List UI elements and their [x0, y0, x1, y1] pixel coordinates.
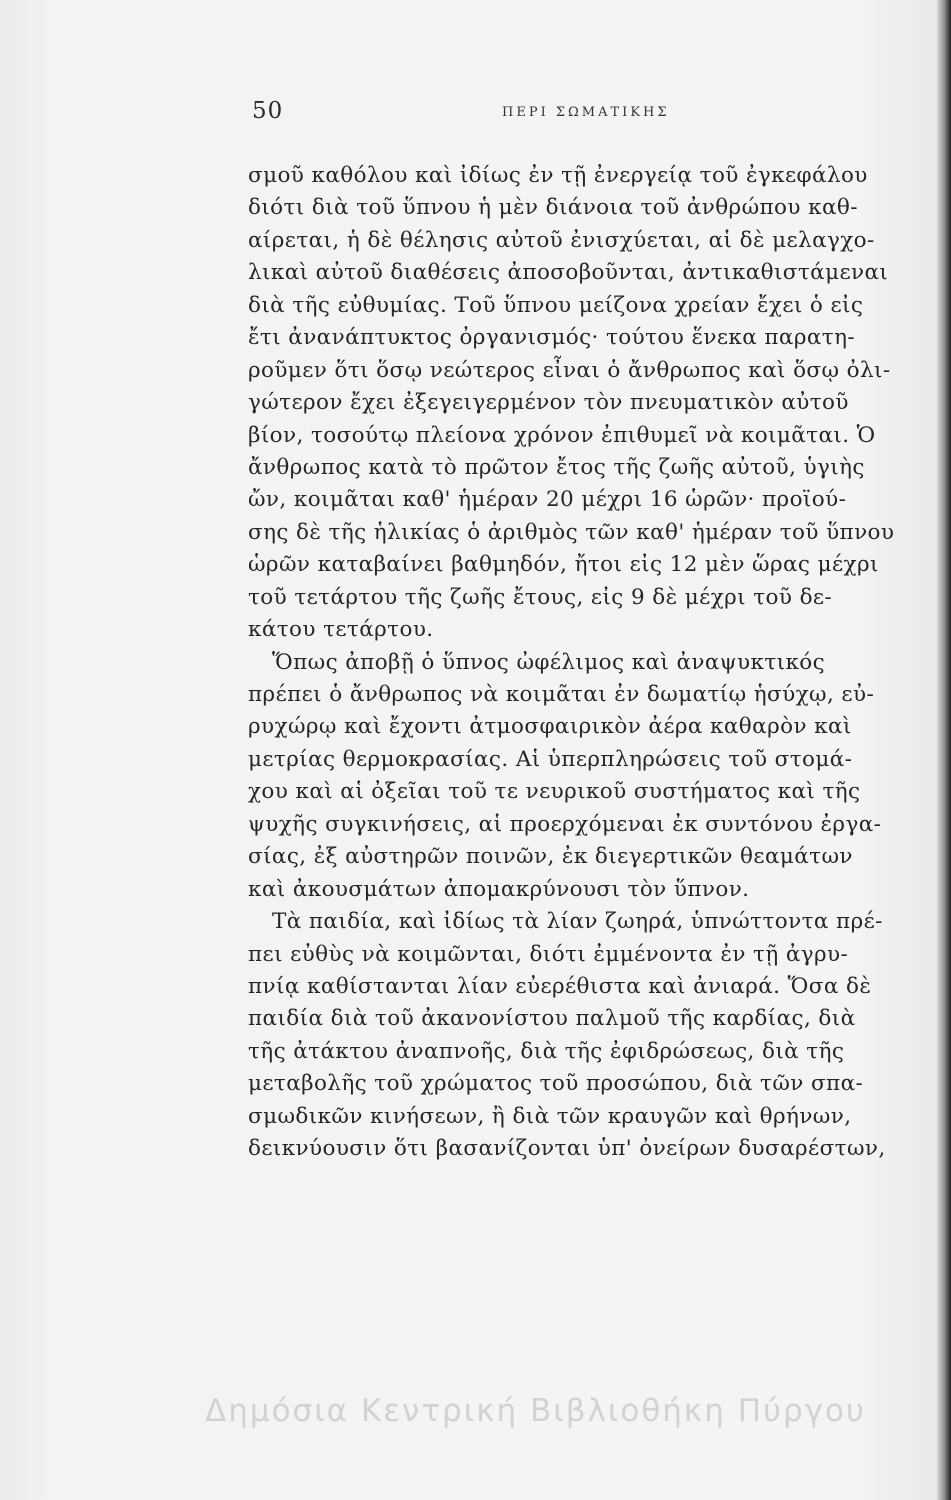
text-line: ρυχώρῳ καὶ ἔχοντι ἀτμοσφαιρικὸν ἀέρα καθαρὸν καὶ [248, 714, 852, 740]
text-line: διότι διὰ τοῦ ὕπνου ἡ μὲν διάνοια τοῦ ἀνθρώπου καθ- [248, 195, 858, 221]
text-line: μετρίας θερμοκρασίας. Αἱ ὑπερπληρώσεις τοῦ στομά- [248, 746, 853, 772]
text-line: παιδία διὰ τοῦ ἀκανονίστου παλμοῦ τῆς καρδίας, διὰ [248, 1006, 856, 1032]
text-line: σμοῦ καθόλου καὶ ἰδίως ἐν τῇ ἐνεργείᾳ τοῦ ἐγκεφάλου [248, 163, 868, 188]
text-line: ροῦμεν ὅτι ὅσῳ νεώτερος εἶναι ὁ ἄνθρωπος καὶ ὅσῳ ὀλι- [248, 357, 891, 383]
text-line: ψυχῆς συγκινήσεις, αἱ προερχόμεναι ἐκ συντόνου ἐργα- [248, 811, 882, 837]
text-line: Τὰ παιδία, καὶ ἰδίως τὰ λίαν ζωηρά, ὑπνώττοντα πρέ- [272, 909, 883, 935]
text-line: διὰ τῆς εὐθυμίας. Τοῦ ὕπνου μείζονα χρείαν ἔχει ὁ εἰς [248, 292, 864, 318]
text-line: σμωδικῶν κινήσεων, ἢ διὰ τῶν κραυγῶν καὶ θρήνων, [248, 1103, 852, 1129]
text-line: ὤν, κοιμᾶται καθ' ἡμέραν 20 μέχρι 16 ὡρῶν· προϊού- [248, 487, 847, 513]
page-edge-shadow [937, 0, 951, 1500]
text-line: σίας, ἐξ αὐστηρῶν ποινῶν, ἐκ διεγερτικῶν θεαμάτων [248, 844, 853, 870]
library-watermark: Δημόσια Κεντρική Βιβλιοθήκη Πύργου [205, 1393, 866, 1429]
text-line: κάτου τετάρτου. [248, 617, 434, 643]
text-line: χου καὶ αἱ ὀξεῖαι τοῦ τε νευρικοῦ συστήματος καὶ τῆς [248, 779, 861, 805]
text-line: γώτερον ἔχει ἐξεγειγερμένον τὸν πνευματικὸν αὐτοῦ [248, 390, 849, 416]
page-header [252, 98, 932, 128]
text-line: τοῦ τετάρτου τῆς ζωῆς ἔτους, εἰς 9 δὲ μέχρι τοῦ δε- [248, 584, 833, 610]
text-line: αίρεται, ἡ δὲ θέλησις αὐτοῦ ἐνισχύεται, αἱ δὲ μελαγχο- [248, 227, 875, 253]
text-line: καὶ ἀκουσμάτων ἀπομακρύνουσι τὸν ὕπνον. [248, 876, 750, 902]
text-line: δεικνύουσιν ὅτι βασανίζονται ὑπ' ὀνείρων δυσαρέστων, [248, 1136, 886, 1162]
running-head: ΠΕΡΙ ΣΩΜΑΤΙΚΗΣ [502, 105, 670, 120]
text-line: σης δὲ τῆς ἡλικίας ὁ ἀριθμὸς τῶν καθ' ἡμέραν τοῦ ὕπνου [248, 519, 895, 545]
text-line: ὡρῶν καταβαίνει βαθμηδόν, ἤτοι εἰς 12 μὲν ὥρας μέχρι [248, 552, 879, 578]
body-text [248, 160, 938, 1350]
text-line: τῆς ἀτάκτου ἀναπνοῆς, διὰ τῆς ἐφιδρώσεως, διὰ τῆς [248, 1038, 845, 1064]
text-line: πνίᾳ καθίστανται λίαν εὐερέθιστα καὶ ἀνιαρά. Ὅσα δὲ [248, 973, 872, 999]
text-line: πρέπει ὁ ἄνθρωπος νὰ κοιμᾶται ἐν δωματίῳ ἡσύχῳ, εὐ- [248, 682, 875, 707]
text-line: ἄνθρωπος κατὰ τὸ πρῶτον ἔτος τῆς ζωῆς αὐτοῦ, ὑγιὴς [248, 454, 865, 480]
page-number: 50 [252, 98, 284, 124]
text-line: λικαὶ αὐτοῦ διαθέσεις ἀποσοβοῦνται, ἀντικαθιστάμεναι [248, 260, 889, 286]
text-line: πει εὐθὺς νὰ κοιμῶνται, διότι ἐμμένοντα ἐν τῇ ἀγρυ- [248, 941, 849, 967]
text-line: ἔτι ἀνανάπτυκτος ὀργανισμός· τούτου ἕνεκα παρατη- [248, 325, 856, 351]
text-line: Ὅπως ἀποβῇ ὁ ὕπνος ὠφέλιμος καὶ ἀναψυκτικός [272, 649, 826, 675]
text-line: βίον, τοσούτῳ πλείονα χρόνον ἐπιθυμεῖ νὰ κοιμᾶται. Ὁ [248, 422, 876, 448]
text-line: μεταβολῆς τοῦ χρώματος τοῦ προσώπου, διὰ τῶν σπα- [248, 1071, 864, 1097]
